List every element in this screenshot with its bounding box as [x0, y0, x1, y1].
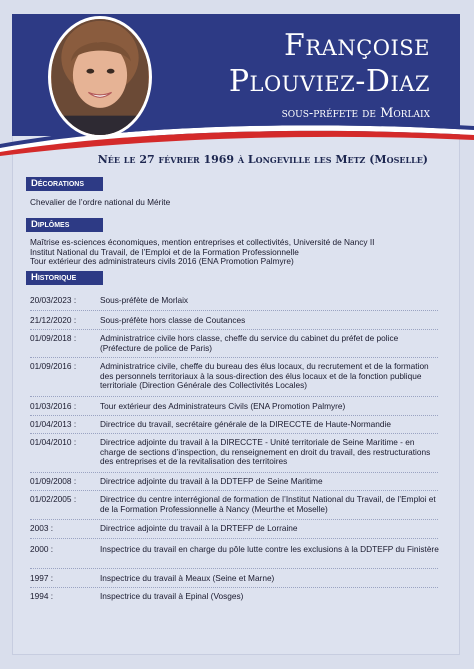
divider [30, 433, 438, 434]
diplome-line: Institut National du Travail, de l’Emploi et de la Formation Professionnelle [30, 246, 299, 257]
history-date: 1994 : [30, 591, 54, 601]
history-date: 2000 : [30, 544, 54, 554]
history-date: 01/09/2018 : [30, 333, 77, 343]
divider [30, 415, 438, 416]
history-date: 01/02/2005 : [30, 494, 77, 504]
portrait-photo [48, 16, 152, 138]
portrait-image [51, 19, 149, 135]
history-text: Directrice adjointe du travail à la DDTEFP de Seine Maritime [100, 476, 323, 486]
history-date: 21/12/2020 : [30, 315, 77, 325]
divider [30, 587, 438, 588]
divider [30, 568, 438, 569]
history-date: 01/09/2016 : [30, 361, 77, 371]
history-date: 01/04/2010 : [30, 437, 77, 447]
divider [30, 357, 438, 358]
divider [30, 310, 438, 311]
diplome-line: Tour extérieur des administrateurs civils 2016 (ENA Promotion Palmyre) [30, 256, 294, 267]
history-text: Sous-préfète hors classe de Coutances [100, 315, 246, 325]
history-date: 1997 : [30, 573, 54, 583]
history-date: 20/03/2023 : [30, 295, 77, 305]
history-text: Inspectrice du travail à Meaux (Seine et Marne) [100, 573, 275, 583]
diplome-line: Maîtrise es-sciences économiques, mention entreprises et collectivités, Université de Nancy II [30, 237, 375, 247]
history-text: Inspectrice du travail à Epinal (Vosges) [100, 591, 244, 601]
history-date: 2003 : [30, 523, 54, 533]
history-text: Administratrice civile hors classe, cheffe du service du cabinet du préfet de police (Préfecture de police de Paris) [100, 333, 399, 353]
birth-info: Née le 27 février 1969 à Longeville les Metz (Moselle) [97, 153, 428, 166]
history-text: Administratrice civile, cheffe du bureau des élus locaux, du recrutement et de la formation des personnels territoriaux à la sous-direction des élus locaux et de la fonction publique territoriale (Direction Générale des Collectivités Locales) [100, 361, 429, 391]
section-diplomes-title: Diplômes [26, 218, 103, 232]
history-date: 01/09/2008 : [30, 476, 77, 486]
role-title: sous-préfete de Morlaix [281, 106, 430, 121]
history-date: 01/03/2016 : [30, 401, 77, 411]
divider [30, 472, 438, 473]
history-date: 01/04/2013 : [30, 419, 77, 429]
divider [30, 538, 438, 539]
history-text: Directrice adjointe du travail à la DIRECCTE - Unité territoriale de Seine Maritime - en charge de sections d’inspection, du renseignement en droit du travail, des restructurations des entreprises et de la revitalisation des territoires [100, 437, 431, 467]
first-name: Françoise [284, 28, 430, 63]
history-text: Tour extérieur des Administrateurs Civils (ENA Promotion Palmyre) [100, 401, 346, 411]
history-text: Directrice adjointe du travail à la DRTEFP de Lorraine [100, 523, 298, 533]
history-text: Directrice du centre interrégional de formation de l’Institut National du Travail, de l’Emploi et de la Formation Professionnelle à Nancy (Meurthe et Moselle) [100, 494, 436, 514]
divider [30, 396, 438, 397]
decorations-line: Chevalier de l’ordre national du Mérite [30, 197, 171, 207]
history-text: Directrice du travail, secrétaire générale de la DIRECCTE de Haute-Normandie [100, 419, 391, 429]
divider [30, 490, 438, 491]
section-historique-title: Historique [26, 271, 103, 285]
divider [30, 519, 438, 520]
divider [30, 329, 438, 330]
history-text: Sous-préfète de Morlaix [100, 295, 189, 305]
history-text: Inspectrice du travail en charge du pôle lutte contre les exclusions à la DDTEFP du Finistère [100, 544, 439, 554]
section-decorations-title: Décorations [26, 177, 103, 191]
last-name: Plouviez-Diaz [228, 64, 430, 99]
